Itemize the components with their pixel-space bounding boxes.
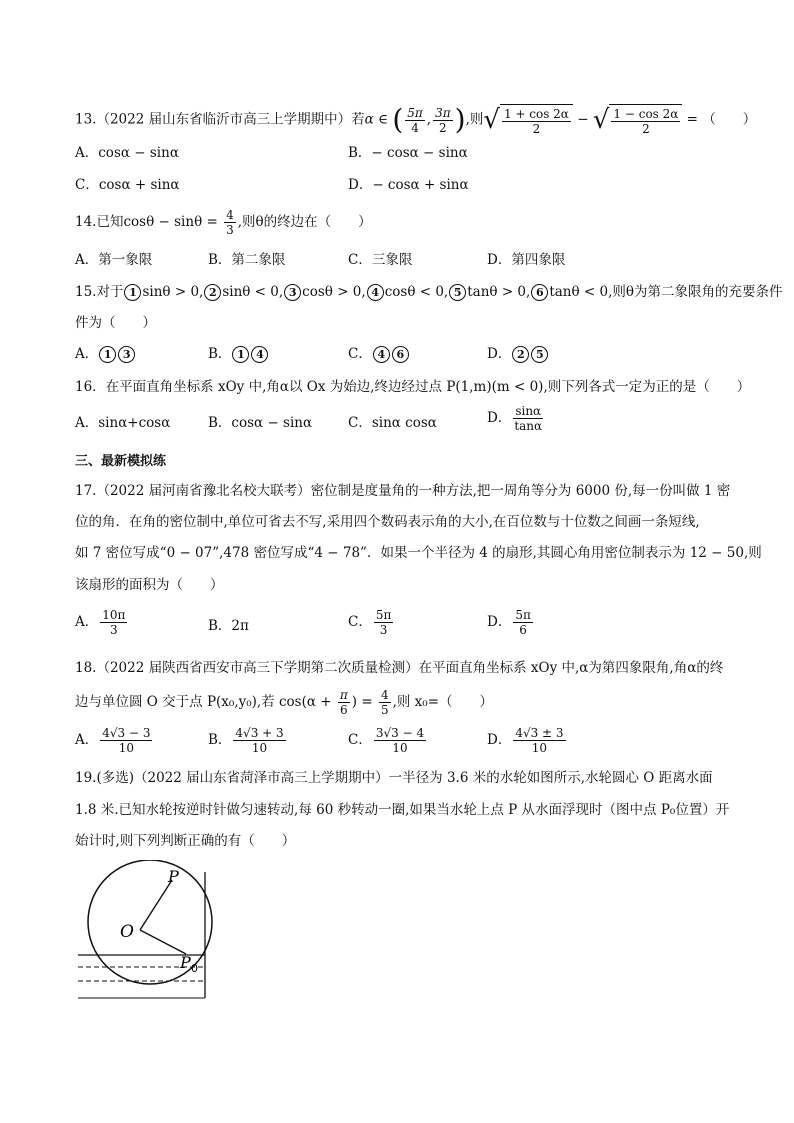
q13-sqrt-2: √ $\frac{1 - \cos 2\alpha}{2}$: [593, 104, 683, 136]
q17-option-b[interactable]: B．2π: [208, 618, 249, 634]
q15-stem-line1: 15.对于 1 sinθ > 0, 2 sinθ < 0, 3 cosθ > 0, 4 cosθ < 0, 5 tanθ > 0, 6 tanθ < 0,则θ为第二象限角的充要条件: [75, 284, 783, 300]
q18-option-a[interactable]: A． $\frac{4√3 - 3}{10}$: [75, 726, 151, 755]
label-p: P: [168, 867, 179, 886]
q14-fraction: $\frac{4}{3}$: [226, 208, 234, 237]
q17-stem-line4: 该扇形的面积为（ ）: [75, 577, 224, 593]
circled-1-icon: 1: [124, 284, 141, 301]
q16-stem: 16．在平面直角坐标系 xOy 中,角α以 Ox 为始边,终边经过点 P(1,m)(m < 0),则下列各式一定为正的是（ ）: [75, 379, 751, 395]
q13-stem: 13.（2022 届山东省临沂市高三上学期期中）若α ∈ ( $\frac{5\pi}{4}$ , $\frac{3\pi}{2}$ ),则√ $\frac{1 + \cos 2\alpha}{2}$ − √ $\frac{1 - \cos 2\alpha}{2}$ = （ ）: [75, 103, 757, 136]
q13-sqrt-1: √ $\frac{1 + \cos 2\alpha}{2}$: [483, 104, 573, 136]
radius-to-p: [140, 880, 172, 930]
circled-6-icon: 6: [531, 284, 548, 301]
label-p0: P: [180, 953, 191, 972]
q14-option-a[interactable]: A．第一象限: [75, 252, 153, 268]
q13-option-c[interactable]: C．cosα + sinα: [75, 177, 180, 193]
q15-option-b[interactable]: B． 1 4: [208, 344, 269, 364]
label-o: O: [120, 922, 134, 942]
q15-option-d[interactable]: D． 2 5: [487, 344, 549, 364]
q13-option-d[interactable]: D．− cosα + sinα: [348, 177, 469, 193]
circled-5-icon: 5: [449, 284, 466, 301]
q19-stem-line2: 1.8 米.已知水轮按逆时针做匀速转动,每 60 秒转动一圈,如果当水轮上点 P 从水面浮现时（图中点 P₀位置）开: [75, 802, 730, 818]
q17-stem-line1: 17.（2022 届河南省豫北名校大联考）密位制是度量角的一种方法,把一周角等分为 6000 份,每一份叫做 1 密: [75, 483, 731, 499]
q13-option-a[interactable]: A．cosα − sinα: [75, 145, 179, 161]
water-wheel-figure: [70, 860, 220, 1010]
circled-4-icon: 4: [367, 284, 384, 301]
radius-to-p0: [140, 930, 186, 954]
q17-option-d[interactable]: D． $\frac{5\pi}{6}$: [487, 608, 531, 637]
q19-stem-line1: 19.(多选)（2022 届山东省菏泽市高三上学期期中）一半径为 3.6 米的水轮如图所示,水轮圆心 O 距离水面: [75, 770, 713, 786]
q14-option-d[interactable]: D．第四象限: [487, 252, 566, 268]
q17-option-a[interactable]: A． $\frac{10\pi}{3}$: [75, 608, 126, 637]
q17-stem-line2: 位的角．在角的密位制中,单位可省去不写,采用四个数码表示角的大小,在百位数与十位数之间画一条短线,: [75, 514, 700, 530]
circled-2-icon: 2: [204, 284, 221, 301]
q18-stem-line2: 边与单位圆 O 交于点 P(x₀,y₀),若 cos(α + $\frac{\pi}{6}$ ) = $\frac{4}{5}$ ,则 x₀=（ ）: [75, 688, 494, 717]
q15-option-a[interactable]: A． 1 3: [75, 344, 136, 364]
q18-option-c[interactable]: C． $\frac{3√3 - 4}{10}$: [348, 726, 425, 755]
q18-stem-line1: 18.（2022 届陕西省西安市高三下学期第二次质量检测）在平面直角坐标系 xOy 中,α为第四象限角,角α的终: [75, 660, 724, 676]
q16-option-b[interactable]: B．cosα − sinα: [208, 415, 313, 431]
q16-option-c[interactable]: C．sinα cosα: [348, 415, 437, 431]
q14-stem: 14.已知cosθ − sinθ = $\frac{4}{3}$ ,则θ的终边在（ ）: [75, 208, 372, 237]
q13-range-lower: $\frac{5\pi}{4}$: [407, 105, 423, 135]
label-p0-subscript: 0: [191, 962, 198, 975]
q14-option-b[interactable]: B．第二象限: [208, 252, 286, 268]
q19-stem-line3: 始计时,则下列判断正确的有（ ）: [75, 833, 296, 849]
q17-option-c[interactable]: C． $\frac{5\pi}{3}$: [348, 608, 392, 637]
q18-option-b[interactable]: B． $\frac{4√3 + 3}{10}$: [208, 726, 284, 755]
circled-3-icon: 3: [284, 284, 301, 301]
q13-prefix: 13.（2022 届山东省临沂市高三上学期期中）若: [75, 111, 365, 128]
section-heading: 三、最新模拟练: [75, 454, 167, 469]
q15-stem-line2: 件为（ ）: [75, 315, 156, 331]
q15-option-c[interactable]: C． 4 6: [348, 344, 410, 364]
q17-stem-line3: 如 7 密位写成“0 − 07”,478 密位写成“4 − 78”．如果一个半径为 4 的扇形,其圆心角用密位制表示为 12 − 50,则: [75, 545, 762, 561]
q16-option-d[interactable]: D． $\frac{\sin\alpha}{\tan\alpha}$: [487, 404, 543, 433]
q13-option-b[interactable]: B．− cosα − sinα: [348, 145, 468, 161]
q16-option-a[interactable]: A．sinα+cosα: [75, 415, 171, 431]
q18-option-d[interactable]: D． $\frac{4√3 \pm 3}{10}$: [487, 726, 564, 755]
q14-option-c[interactable]: C．三象限: [348, 252, 413, 268]
q13-range-upper: $\frac{3\pi}{2}$: [435, 105, 451, 135]
